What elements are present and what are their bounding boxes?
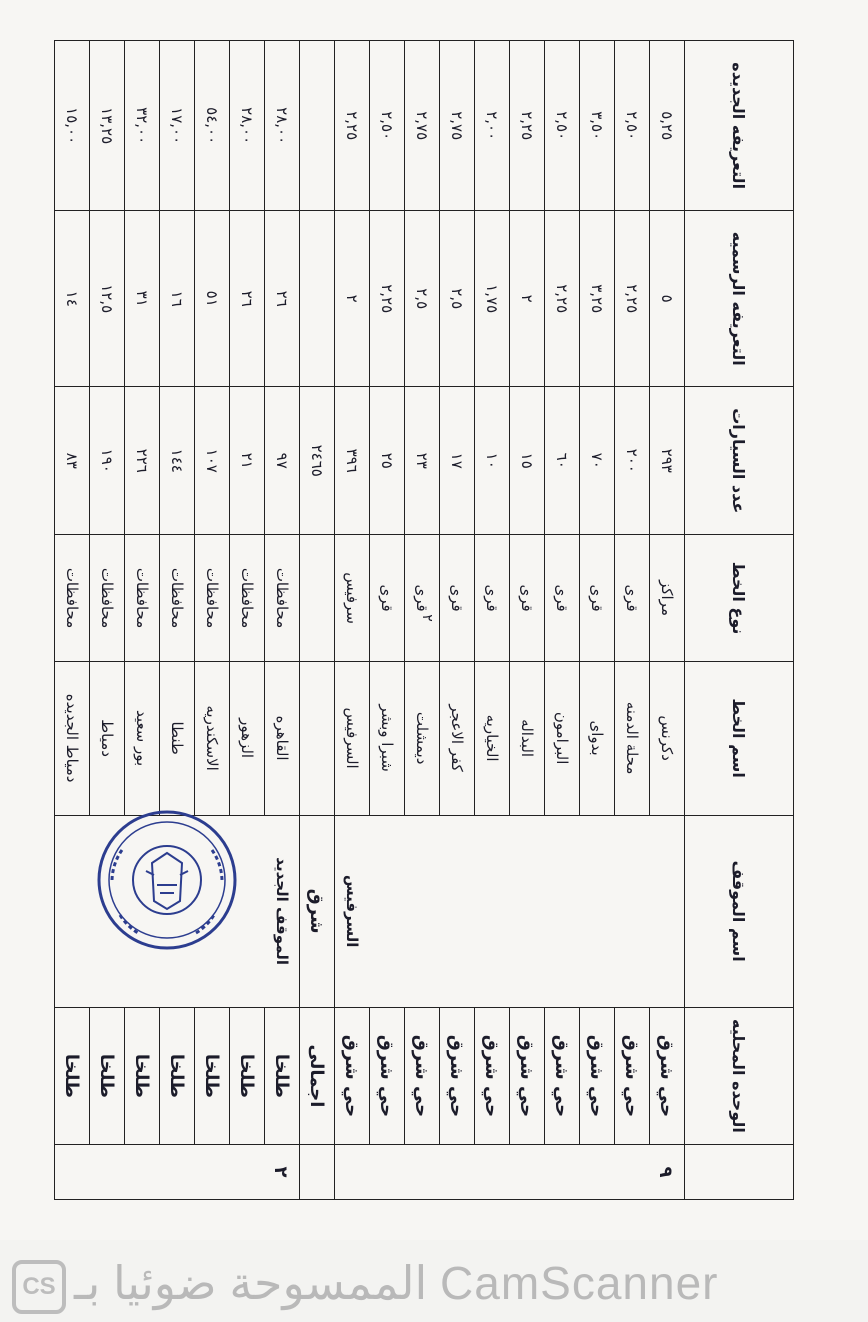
camscanner-logo-icon: CS bbox=[12, 1260, 66, 1314]
type-cell: محافظات bbox=[125, 535, 160, 661]
header-row bbox=[685, 41, 794, 1200]
line-cell: القاهره bbox=[265, 661, 300, 815]
new-cell: ٢,٧٥ bbox=[440, 41, 475, 211]
table-row bbox=[440, 41, 475, 1200]
official-cell: ١٤ bbox=[55, 211, 90, 387]
official-cell: ٢,٢٥ bbox=[545, 211, 580, 387]
table-row bbox=[370, 41, 405, 1200]
table-row bbox=[335, 41, 370, 1200]
line-cell: السرفيس bbox=[335, 661, 370, 815]
official-cell: ١,٧٥ bbox=[475, 211, 510, 387]
total-label: اجمالى bbox=[300, 1007, 335, 1144]
camscanner-watermark: الممسوحة ضوئيا بـ CamScanner bbox=[74, 1257, 719, 1309]
type-cell: قرى bbox=[370, 535, 405, 661]
official-cell: ٢,٢٥ bbox=[370, 211, 405, 387]
official-cell: ١٢,٥ bbox=[90, 211, 125, 387]
cars-cell: ٩٧ bbox=[265, 387, 300, 535]
new-cell: ١٣,٢٥ bbox=[90, 41, 125, 211]
table-row bbox=[615, 41, 650, 1200]
new-cell: ٢,٥٠ bbox=[545, 41, 580, 211]
location-cell: الموقف الجديد bbox=[55, 815, 300, 1007]
unit-cell: حي شرق bbox=[615, 1007, 650, 1144]
line-cell: البداله bbox=[510, 661, 545, 815]
unit-cell: طلخا bbox=[265, 1007, 300, 1144]
line-cell: كفر الاعجر bbox=[440, 661, 475, 815]
line-cell: شبرا وبشر bbox=[370, 661, 405, 815]
cars-cell: ٣٩٦ bbox=[335, 387, 370, 535]
official-cell: ٢,٥ bbox=[405, 211, 440, 387]
new-cell: ٣,٥٠ bbox=[580, 41, 615, 211]
line-cell: طنطا bbox=[160, 661, 195, 815]
line-cell bbox=[300, 661, 335, 815]
table-row bbox=[55, 41, 90, 1200]
new-cell bbox=[300, 41, 335, 211]
serial-cell bbox=[300, 1145, 335, 1200]
unit-cell: حي شرق bbox=[650, 1007, 685, 1144]
cars-cell: ١٩٠ bbox=[90, 387, 125, 535]
cars-cell: ٢٥ bbox=[370, 387, 405, 535]
header-cars: عدد السيارات bbox=[685, 387, 794, 535]
table-row bbox=[475, 41, 510, 1200]
cars-cell: ١٠٧ bbox=[195, 387, 230, 535]
table-row bbox=[125, 41, 160, 1200]
header-type: نوع الخط bbox=[685, 535, 794, 661]
official-cell: ٢,٢٥ bbox=[615, 211, 650, 387]
unit-cell: طلخا bbox=[90, 1007, 125, 1144]
header-unit: الوحده المحليه bbox=[685, 1007, 794, 1144]
unit-cell: حي شرق bbox=[475, 1007, 510, 1144]
type-cell: قرى bbox=[545, 535, 580, 661]
type-cell: قرى bbox=[580, 535, 615, 661]
table-row bbox=[545, 41, 580, 1200]
official-cell: ٣,٢٥ bbox=[580, 211, 615, 387]
new-cell: ٢٨,٠٠ bbox=[265, 41, 300, 211]
cars-cell: ٧٠ bbox=[580, 387, 615, 535]
table-row bbox=[265, 41, 300, 1200]
type-cell: مراكز bbox=[650, 535, 685, 661]
location-cell bbox=[475, 815, 510, 1007]
type-cell: محافظات bbox=[55, 535, 90, 661]
table-row bbox=[230, 41, 265, 1200]
official-cell: ٢ bbox=[510, 211, 545, 387]
line-cell: الخياريه bbox=[475, 661, 510, 815]
table-row bbox=[650, 41, 685, 1200]
cars-cell: ١٠ bbox=[475, 387, 510, 535]
official-cell: ٣١ bbox=[125, 211, 160, 387]
page-number: ٢ bbox=[418, 614, 435, 622]
cars-cell: ٢٠٠ bbox=[615, 387, 650, 535]
location-cell bbox=[615, 815, 650, 1007]
location-cell bbox=[510, 815, 545, 1007]
unit-cell: حي شرق bbox=[405, 1007, 440, 1144]
line-cell: ديمشلت bbox=[405, 661, 440, 815]
location-cell bbox=[650, 815, 685, 1007]
serial-cell: ٢ bbox=[55, 1145, 300, 1200]
official-cell: ٢٦ bbox=[265, 211, 300, 387]
new-cell: ٢٨,٠٠ bbox=[230, 41, 265, 211]
new-cell: ١٥,٠٠ bbox=[55, 41, 90, 211]
official-cell: ١٦ bbox=[160, 211, 195, 387]
new-cell: ٥,٢٥ bbox=[650, 41, 685, 211]
new-cell: ٢,٢٥ bbox=[510, 41, 545, 211]
total-label-2: شرق bbox=[300, 815, 335, 1007]
new-cell: ٢,٢٥ bbox=[335, 41, 370, 211]
cars-cell: ٨٣ bbox=[55, 387, 90, 535]
type-cell: محافظات bbox=[230, 535, 265, 661]
unit-cell: طلخا bbox=[125, 1007, 160, 1144]
serial-cell: ٩ bbox=[335, 1145, 685, 1200]
cars-cell: ٢١ bbox=[230, 387, 265, 535]
new-cell: ١٧,٠٠ bbox=[160, 41, 195, 211]
header-official: التعريفه الرسميه bbox=[685, 211, 794, 387]
cars-cell: ١٧ bbox=[440, 387, 475, 535]
official-cell: ٢ bbox=[335, 211, 370, 387]
type-cell: قرى bbox=[405, 535, 440, 661]
line-cell: البرامون bbox=[545, 661, 580, 815]
official-cell: ٢٦ bbox=[230, 211, 265, 387]
unit-cell: طلخا bbox=[55, 1007, 90, 1144]
official-stamp-icon bbox=[92, 805, 242, 955]
official-cell bbox=[300, 211, 335, 387]
type-cell: قرى bbox=[475, 535, 510, 661]
unit-cell: طلخا bbox=[160, 1007, 195, 1144]
header-location: اسم الموقف bbox=[685, 815, 794, 1007]
unit-cell: حي شرق bbox=[370, 1007, 405, 1144]
type-cell: محافظات bbox=[160, 535, 195, 661]
cars-cell: ١٥ bbox=[510, 387, 545, 535]
table-row bbox=[160, 41, 195, 1200]
unit-cell: طلخا bbox=[230, 1007, 265, 1144]
official-cell: ٥١ bbox=[195, 211, 230, 387]
cars-cell: ٢٩٣ bbox=[650, 387, 685, 535]
unit-cell: طلخا bbox=[195, 1007, 230, 1144]
unit-cell: حي شرق bbox=[580, 1007, 615, 1144]
new-cell: ٢,٠٠ bbox=[475, 41, 510, 211]
new-cell: ٣٢,٠٠ bbox=[125, 41, 160, 211]
unit-cell: حي شرق bbox=[440, 1007, 475, 1144]
table-row bbox=[195, 41, 230, 1200]
official-cell: ٢,٥ bbox=[440, 211, 475, 387]
type-cell: سرفيس bbox=[335, 535, 370, 661]
header-line: اسم الخط bbox=[685, 661, 794, 815]
location-cell bbox=[440, 815, 475, 1007]
line-cell: بور سعيد bbox=[125, 661, 160, 815]
type-cell: قرى bbox=[615, 535, 650, 661]
header-new: التعريفه الجديده bbox=[685, 41, 794, 211]
serial-header bbox=[685, 1145, 794, 1200]
location-cell: السرفيس bbox=[335, 815, 370, 1007]
line-cell: محلة الدمنه bbox=[615, 661, 650, 815]
line-cell: الاسكندريه bbox=[195, 661, 230, 815]
table-row bbox=[580, 41, 615, 1200]
location-cell bbox=[545, 815, 580, 1007]
table-row bbox=[90, 41, 125, 1200]
camscanner-footer bbox=[0, 1240, 868, 1322]
total-row bbox=[300, 41, 335, 1200]
line-cell: بدواى bbox=[580, 661, 615, 815]
line-cell: دمياط bbox=[90, 661, 125, 815]
location-cell bbox=[405, 815, 440, 1007]
cars-cell: ٢٢٦ bbox=[125, 387, 160, 535]
new-cell: ٥٤,٠٠ bbox=[195, 41, 230, 211]
line-cell: الزهور bbox=[230, 661, 265, 815]
unit-cell: حي شرق bbox=[545, 1007, 580, 1144]
location-cell bbox=[370, 815, 405, 1007]
table-row bbox=[510, 41, 545, 1200]
type-cell: قرى bbox=[440, 535, 475, 661]
official-cell: ٥ bbox=[650, 211, 685, 387]
type-cell: قرى bbox=[510, 535, 545, 661]
total-cars: ٢٤٦٥ bbox=[300, 387, 335, 535]
line-cell: دكرنس bbox=[650, 661, 685, 815]
type-cell: محافظات bbox=[90, 535, 125, 661]
cars-cell: ٦٠ bbox=[545, 387, 580, 535]
location-cell bbox=[580, 815, 615, 1007]
new-cell: ٢,٧٥ bbox=[405, 41, 440, 211]
unit-cell: حي شرق bbox=[510, 1007, 545, 1144]
line-cell: دمياط الجديده bbox=[55, 661, 90, 815]
type-cell: محافظات bbox=[265, 535, 300, 661]
cars-cell: ٢٣ bbox=[405, 387, 440, 535]
type-cell bbox=[300, 535, 335, 661]
unit-cell: حي شرق bbox=[335, 1007, 370, 1144]
cars-cell: ١٤٤ bbox=[160, 387, 195, 535]
new-cell: ٢,٥٠ bbox=[615, 41, 650, 211]
new-cell: ٢,٥٠ bbox=[370, 41, 405, 211]
type-cell: محافظات bbox=[195, 535, 230, 661]
